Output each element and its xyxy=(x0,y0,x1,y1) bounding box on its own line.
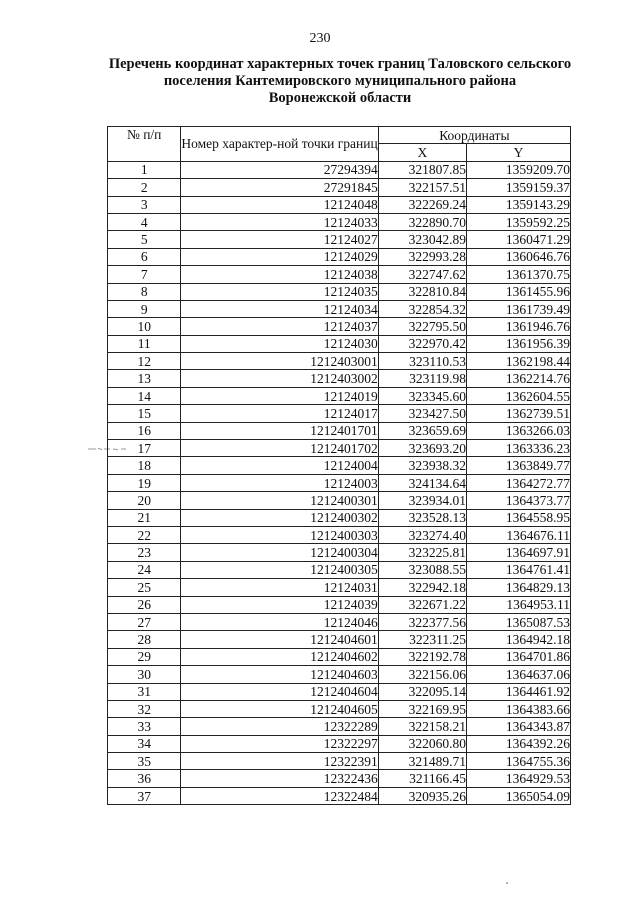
cell-point-number: 12124046 xyxy=(181,613,378,630)
cell-point-number: 1212403002 xyxy=(181,370,378,387)
cell-x: 323345.60 xyxy=(378,387,466,404)
cell-x: 322156.06 xyxy=(378,666,466,683)
cell-point-number: 1212400304 xyxy=(181,544,378,561)
cell-y: 1364701.86 xyxy=(467,648,571,665)
cell-y: 1361956.39 xyxy=(467,335,571,352)
cell-y: 1362739.51 xyxy=(467,405,571,422)
table-row xyxy=(108,718,571,735)
cell-point-number: 1212400305 xyxy=(181,561,378,578)
cell-x: 323934.01 xyxy=(378,492,466,509)
header-number: № п/п xyxy=(108,127,181,162)
table-row xyxy=(108,631,571,648)
cell-point-number: 12124048 xyxy=(181,196,378,213)
cell-number: 37 xyxy=(108,787,181,804)
table-row xyxy=(108,161,571,178)
table-row xyxy=(108,231,571,248)
cell-number: 31 xyxy=(108,683,181,700)
cell-point-number: 12124031 xyxy=(181,579,378,596)
cell-y: 1361455.96 xyxy=(467,283,571,300)
table-row xyxy=(108,300,571,317)
cell-x: 323693.20 xyxy=(378,440,466,457)
table-row xyxy=(108,353,571,370)
cell-number: 18 xyxy=(108,457,181,474)
cell-x: 322157.51 xyxy=(378,179,466,196)
cell-point-number: 12124033 xyxy=(181,213,378,230)
cell-y: 1361739.49 xyxy=(467,300,571,317)
cell-y: 1364558.95 xyxy=(467,509,571,526)
table-row xyxy=(108,666,571,683)
cell-number: 2 xyxy=(108,179,181,196)
table-row xyxy=(108,335,571,352)
table-body xyxy=(108,161,571,804)
cell-x: 323528.13 xyxy=(378,509,466,526)
cell-point-number: 1212404602 xyxy=(181,648,378,665)
cell-number: 33 xyxy=(108,718,181,735)
cell-y: 1364755.36 xyxy=(467,753,571,770)
cell-y: 1364829.13 xyxy=(467,579,571,596)
cell-point-number: 12124019 xyxy=(181,387,378,404)
cell-y: 1362214.76 xyxy=(467,370,571,387)
table-row xyxy=(108,648,571,665)
cell-number: 28 xyxy=(108,631,181,648)
cell-point-number: 12124039 xyxy=(181,596,378,613)
cell-point-number: 1212401702 xyxy=(181,440,378,457)
cell-point-number: 12124017 xyxy=(181,405,378,422)
cell-x: 322169.95 xyxy=(378,700,466,717)
cell-x: 321489.71 xyxy=(378,753,466,770)
cell-number: 26 xyxy=(108,596,181,613)
cell-point-number: 1212404601 xyxy=(181,631,378,648)
cell-point-number: 1212404603 xyxy=(181,666,378,683)
cell-y: 1360646.76 xyxy=(467,248,571,265)
cell-point-number: 12124027 xyxy=(181,231,378,248)
table-row xyxy=(108,474,571,491)
cell-y: 1364392.26 xyxy=(467,735,571,752)
cell-y: 1364942.18 xyxy=(467,631,571,648)
cell-y: 1359592.25 xyxy=(467,213,571,230)
cell-number: 34 xyxy=(108,735,181,752)
coordinates-table xyxy=(107,126,571,805)
cell-number: 16 xyxy=(108,422,181,439)
cell-x: 322671.22 xyxy=(378,596,466,613)
cell-x: 323938.32 xyxy=(378,457,466,474)
table-row xyxy=(108,509,571,526)
cell-number: 1 xyxy=(108,161,181,178)
cell-y: 1363849.77 xyxy=(467,457,571,474)
table-row xyxy=(108,613,571,630)
cell-x: 321807.85 xyxy=(378,161,466,178)
cell-y: 1363266.03 xyxy=(467,422,571,439)
header-y: Y xyxy=(467,144,571,161)
cell-number: 36 xyxy=(108,770,181,787)
cell-y: 1362604.55 xyxy=(467,387,571,404)
cell-x: 323119.98 xyxy=(378,370,466,387)
table-row xyxy=(108,579,571,596)
cell-number: 15 xyxy=(108,405,181,422)
cell-y: 1364461.92 xyxy=(467,683,571,700)
cell-x: 322158.21 xyxy=(378,718,466,735)
cell-point-number: 1212400303 xyxy=(181,526,378,543)
cell-y: 1364953.11 xyxy=(467,596,571,613)
table-row xyxy=(108,196,571,213)
cell-number: 19 xyxy=(108,474,181,491)
cell-number: 9 xyxy=(108,300,181,317)
cell-number: 17 xyxy=(108,440,181,457)
table-row xyxy=(108,370,571,387)
cell-point-number: 12124003 xyxy=(181,474,378,491)
cell-point-number: 27291845 xyxy=(181,179,378,196)
cell-number: 32 xyxy=(108,700,181,717)
cell-y: 1364383.66 xyxy=(467,700,571,717)
cell-point-number: 27294394 xyxy=(181,161,378,178)
table-row xyxy=(108,544,571,561)
cell-y: 1363336.23 xyxy=(467,440,571,457)
page-number: 230 xyxy=(309,31,331,46)
cell-point-number: 12322297 xyxy=(181,735,378,752)
cell-point-number: 12124035 xyxy=(181,283,378,300)
cell-point-number: 12124030 xyxy=(181,335,378,352)
cell-y: 1359143.29 xyxy=(467,196,571,213)
cell-x: 322810.84 xyxy=(378,283,466,300)
header-x: X xyxy=(378,144,466,161)
cell-number: 13 xyxy=(108,370,181,387)
table-row xyxy=(108,440,571,457)
cell-point-number: 12322289 xyxy=(181,718,378,735)
table-row xyxy=(108,526,571,543)
title-line-1: Перечень координат характерных точек границ Таловского сельского xyxy=(108,56,572,72)
cell-point-number: 12322391 xyxy=(181,753,378,770)
cell-x: 322970.42 xyxy=(378,335,466,352)
cell-x: 322942.18 xyxy=(378,579,466,596)
cell-y: 1361370.75 xyxy=(467,266,571,283)
table-row xyxy=(108,561,571,578)
cell-number: 35 xyxy=(108,753,181,770)
cell-y: 1364761.41 xyxy=(467,561,571,578)
table-row xyxy=(108,283,571,300)
cell-point-number: 12322436 xyxy=(181,770,378,787)
cell-x: 322311.25 xyxy=(378,631,466,648)
table-row xyxy=(108,596,571,613)
cell-number: 22 xyxy=(108,526,181,543)
cell-y: 1364676.11 xyxy=(467,526,571,543)
cell-point-number: 1212403001 xyxy=(181,353,378,370)
cell-number: 27 xyxy=(108,613,181,630)
table-row xyxy=(108,457,571,474)
cell-point-number: 12124038 xyxy=(181,266,378,283)
cell-point-number: 12124029 xyxy=(181,248,378,265)
scan-speck xyxy=(506,882,508,884)
header-coordinates: Координаты xyxy=(378,127,570,144)
cell-number: 20 xyxy=(108,492,181,509)
cell-y: 1360471.29 xyxy=(467,231,571,248)
cell-y: 1362198.44 xyxy=(467,353,571,370)
cell-x: 324134.64 xyxy=(378,474,466,491)
table-row xyxy=(108,683,571,700)
cell-y: 1364373.77 xyxy=(467,492,571,509)
cell-number: 14 xyxy=(108,387,181,404)
cell-y: 1365087.53 xyxy=(467,613,571,630)
table-row xyxy=(108,770,571,787)
cell-number: 8 xyxy=(108,283,181,300)
cell-point-number: 12124034 xyxy=(181,300,378,317)
table-row xyxy=(108,700,571,717)
cell-point-number: 1212400301 xyxy=(181,492,378,509)
cell-x: 322795.50 xyxy=(378,318,466,335)
cell-number: 25 xyxy=(108,579,181,596)
cell-point-number: 12322484 xyxy=(181,787,378,804)
table-row xyxy=(108,735,571,752)
table-header xyxy=(108,127,571,162)
cell-point-number: 1212404604 xyxy=(181,683,378,700)
cell-x: 322854.32 xyxy=(378,300,466,317)
cell-point-number: 1212400302 xyxy=(181,509,378,526)
cell-y: 1359209.70 xyxy=(467,161,571,178)
cell-x: 321166.45 xyxy=(378,770,466,787)
cell-number: 10 xyxy=(108,318,181,335)
cell-y: 1364697.91 xyxy=(467,544,571,561)
cell-number: 4 xyxy=(108,213,181,230)
cell-x: 320935.26 xyxy=(378,787,466,804)
cell-number: 30 xyxy=(108,666,181,683)
table-row xyxy=(108,492,571,509)
cell-x: 322095.14 xyxy=(378,683,466,700)
cell-number: 21 xyxy=(108,509,181,526)
cell-number: 6 xyxy=(108,248,181,265)
cell-x: 322993.28 xyxy=(378,248,466,265)
cell-y: 1359159.37 xyxy=(467,179,571,196)
cell-point-number: 12124037 xyxy=(181,318,378,335)
cell-x: 322377.56 xyxy=(378,613,466,630)
table-row xyxy=(108,405,571,422)
cell-x: 322192.78 xyxy=(378,648,466,665)
cell-y: 1364343.87 xyxy=(467,718,571,735)
cell-y: 1361946.76 xyxy=(467,318,571,335)
table-row xyxy=(108,753,571,770)
cell-y: 1365054.09 xyxy=(467,787,571,804)
cell-number: 24 xyxy=(108,561,181,578)
cell-number: 7 xyxy=(108,266,181,283)
cell-x: 323225.81 xyxy=(378,544,466,561)
cell-number: 11 xyxy=(108,335,181,352)
cell-y: 1364929.53 xyxy=(467,770,571,787)
cell-y: 1364272.77 xyxy=(467,474,571,491)
cell-x: 323110.53 xyxy=(378,353,466,370)
title-line-3: Воронежской области xyxy=(268,90,412,106)
table-row xyxy=(108,213,571,230)
table-row xyxy=(108,387,571,404)
cell-x: 323274.40 xyxy=(378,526,466,543)
cell-x: 322747.62 xyxy=(378,266,466,283)
header-point-number: Номер характер-ной точки границ xyxy=(181,127,378,162)
title-line-2: поселения Кантемировского муниципального района xyxy=(163,73,517,89)
cell-number: 3 xyxy=(108,196,181,213)
cell-x: 322269.24 xyxy=(378,196,466,213)
table-row xyxy=(108,248,571,265)
cell-y: 1364637.06 xyxy=(467,666,571,683)
table-row xyxy=(108,422,571,439)
cell-point-number: 12124004 xyxy=(181,457,378,474)
cell-x: 323042.89 xyxy=(378,231,466,248)
table-row xyxy=(108,318,571,335)
table-row xyxy=(108,787,571,804)
cell-number: 23 xyxy=(108,544,181,561)
cell-number: 29 xyxy=(108,648,181,665)
cell-x: 322890.70 xyxy=(378,213,466,230)
document-title xyxy=(90,56,590,107)
table-row xyxy=(108,266,571,283)
cell-point-number: 1212404605 xyxy=(181,700,378,717)
cell-number: 5 xyxy=(108,231,181,248)
cell-x: 322060.80 xyxy=(378,735,466,752)
cell-point-number: 1212401701 xyxy=(181,422,378,439)
table-row xyxy=(108,179,571,196)
cell-x: 323088.55 xyxy=(378,561,466,578)
cell-x: 323427.50 xyxy=(378,405,466,422)
cell-number: 12 xyxy=(108,353,181,370)
cell-x: 323659.69 xyxy=(378,422,466,439)
